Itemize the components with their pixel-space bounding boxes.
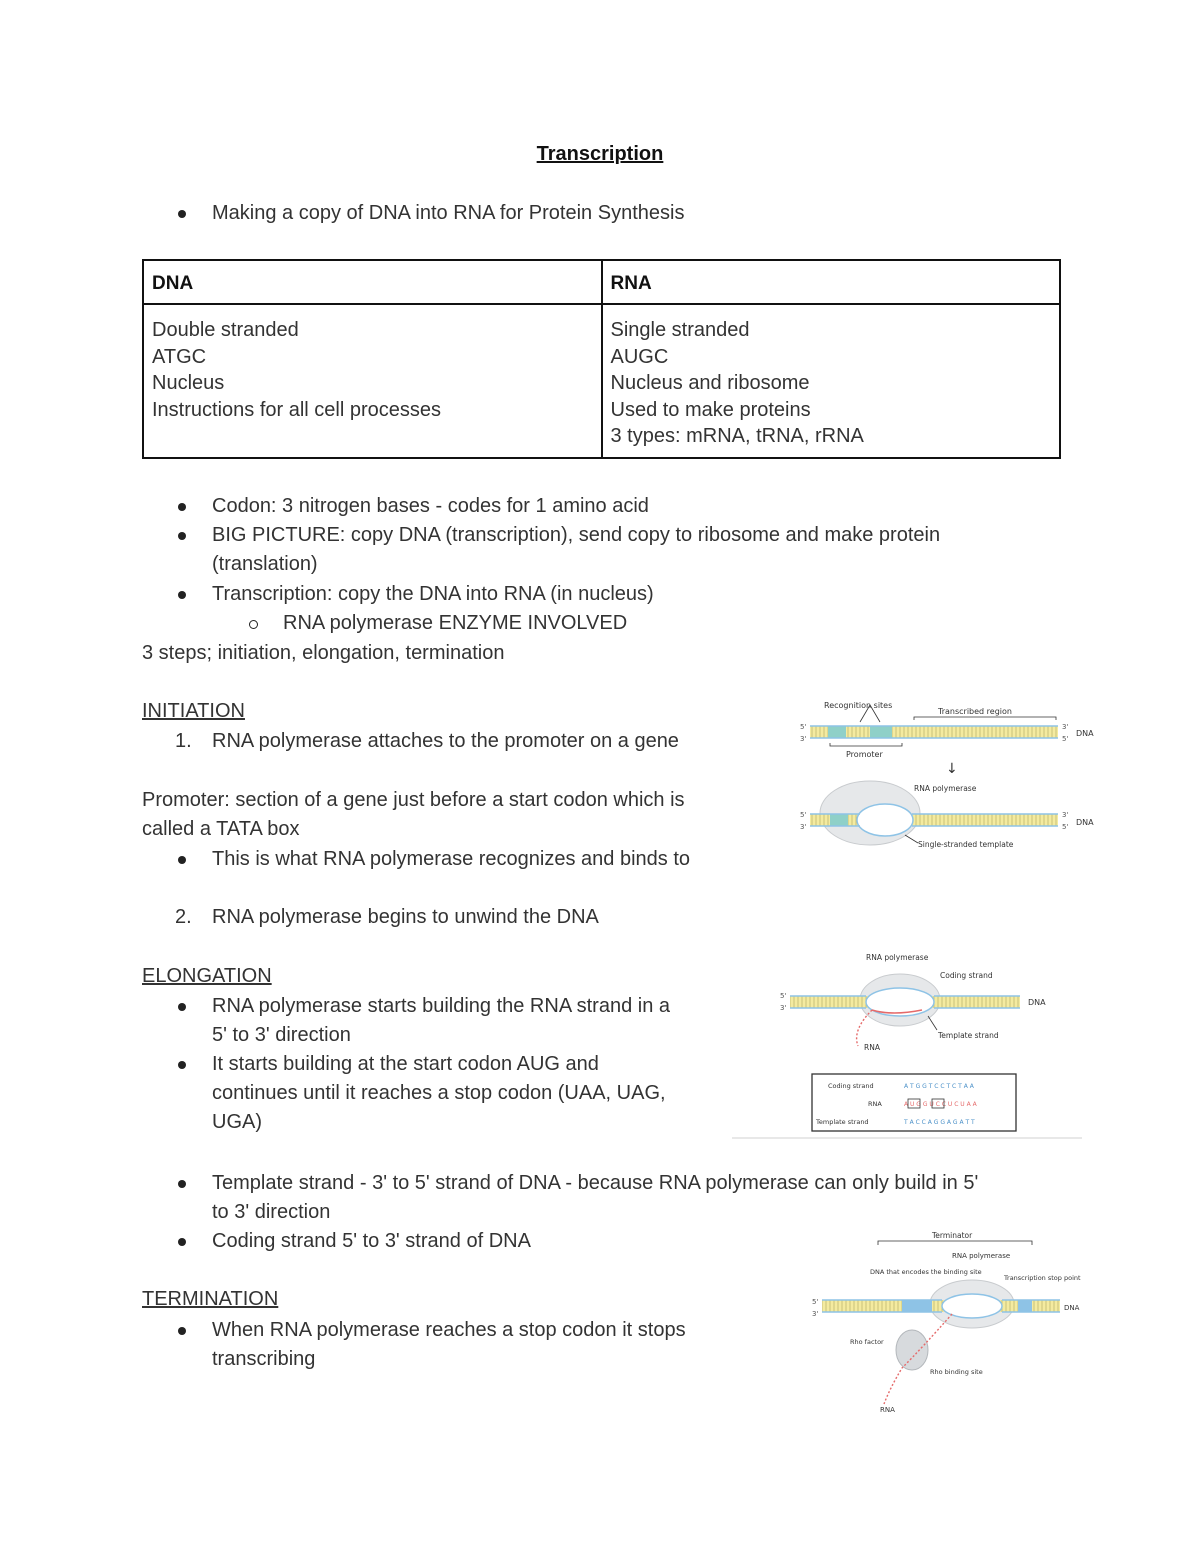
elongation-diagram: [732, 950, 1082, 1142]
coding-bullet: Coding strand 5' to 3' strand of DNA: [212, 1230, 531, 1252]
elongation-bullet-2-cont: UGA): [212, 1111, 262, 1133]
bullet-dot: [178, 1238, 186, 1246]
label-terminator: Terminator: [932, 1231, 973, 1240]
promoter-text: Promoter: section of a gene just before a start codon which is: [142, 789, 685, 811]
label-3prime: 3': [1062, 811, 1069, 819]
label-5prime: 5': [812, 1298, 819, 1306]
label-dna: DNA: [1076, 729, 1094, 738]
transcription-bullet: Transcription: copy the DNA into RNA (in nucleus): [212, 583, 654, 605]
bullet-dot: [178, 1180, 186, 1188]
bullet-dot: [178, 856, 186, 864]
elongation-bullet-2-cont: continues until it reaches a stop codon (UAA, UAG,: [212, 1082, 666, 1104]
big-picture-bullet: BIG PICTURE: copy DNA (transcription), send copy to ribosome and make protein: [212, 524, 941, 546]
label-5prime: 5': [1062, 735, 1069, 743]
rna-row: Single stranded: [610, 319, 750, 341]
bullet-dot: [178, 210, 186, 218]
dna-rna-table: [142, 259, 1061, 459]
page-title: Transcription: [536, 143, 664, 165]
promoter-text-cont: called a TATA box: [142, 818, 300, 840]
rna-row: AUGC: [610, 345, 669, 368]
table-header-rna: RNA: [602, 260, 1061, 304]
label-3prime: 3': [1062, 723, 1069, 731]
recognition-site-1: [828, 726, 846, 738]
box-template-label: Template strand: [816, 1118, 869, 1126]
label-dna: DNA: [1064, 1304, 1080, 1312]
bullet-dot: [178, 1327, 186, 1335]
rho-factor: [896, 1330, 928, 1370]
label-5prime: 5': [1062, 823, 1069, 831]
box-rna-label: RNA: [868, 1100, 882, 1108]
down-arrow: ↓: [946, 761, 958, 777]
termination-bullet-cont: transcribing: [212, 1348, 316, 1370]
label-3prime: 3': [800, 823, 807, 831]
label-dna: DNA: [1076, 818, 1094, 827]
label-5prime: 5': [800, 811, 807, 819]
rna-row: Used to make proteins: [610, 398, 811, 421]
label-5prime: 5': [780, 992, 787, 1000]
step-number: 2.: [175, 906, 192, 928]
enzyme-sub-bullet: RNA polymerase ENZYME INVOLVED: [283, 612, 628, 634]
label-dna-binding: DNA that encodes the binding site: [870, 1268, 982, 1276]
termination-heading: TERMINATION: [142, 1288, 279, 1310]
label-rho-factor: Rho factor: [850, 1338, 884, 1346]
template-sequence: T A C C A G G A G A T T: [904, 1119, 975, 1126]
recognition-site-2: [870, 726, 892, 738]
step-number: 1.: [175, 730, 192, 752]
label-recognition-sites: Recognition sites: [824, 701, 893, 710]
label-template-strand: Template strand: [938, 1031, 999, 1040]
dna-row: ATGC: [152, 345, 207, 368]
template-bullet: Template strand - 3' to 5' strand of DNA - because RNA polymerase can only build in 5': [212, 1172, 979, 1194]
label-coding-strand: Coding strand: [940, 971, 993, 980]
box-coding-label: Coding strand: [828, 1082, 874, 1090]
label-rna-polymerase: RNA polymerase: [866, 953, 929, 962]
label-promoter: Promoter: [846, 750, 883, 759]
label-rna-polymerase: RNA polymerase: [914, 784, 977, 793]
binding-site: [902, 1300, 932, 1312]
label-dna: DNA: [1028, 998, 1046, 1007]
bullet-dot: [178, 532, 186, 540]
stop-point-box: [1018, 1300, 1032, 1312]
elongation-heading: ELONGATION: [142, 965, 272, 987]
dna-row: Double stranded: [152, 319, 299, 341]
bullet-dot: [178, 1003, 186, 1011]
intro-bullet: Making a copy of DNA into RNA for Protein Synthesis: [212, 202, 685, 224]
initiation-diagram: [790, 695, 1110, 855]
table-cell-dna: [143, 304, 602, 458]
coding-sequence: A T G G T C C T C T A A: [904, 1083, 974, 1090]
template-bullet-cont: to 3' direction: [212, 1201, 331, 1223]
table-cell-rna: [602, 304, 1061, 458]
label-5prime: 5': [800, 723, 807, 731]
elongation-bullet-2: It starts building at the start codon AUG and: [212, 1053, 599, 1075]
label-transcribed-region: Transcribed region: [938, 707, 1012, 716]
termination-diagram: [812, 1228, 1092, 1418]
label-rna: RNA: [864, 1043, 880, 1052]
steps-line: 3 steps; initiation, elongation, termination: [142, 642, 505, 664]
termination-bullet: When RNA polymerase reaches a stop codon it stops: [212, 1319, 686, 1341]
rna-row: Nucleus and ribosome: [610, 372, 810, 394]
bullet-dot: [178, 503, 186, 511]
label-3prime: 3': [812, 1310, 819, 1318]
initiation-heading: INITIATION: [142, 700, 245, 722]
label-single-template: Single-stranded template: [918, 840, 1014, 849]
dna-row: Instructions for all cell processes: [152, 398, 442, 421]
sub-bullet-circle: [249, 620, 258, 629]
elongation-bullet-1: RNA polymerase starts building the RNA strand in a: [212, 995, 670, 1017]
recognize-bullet: This is what RNA polymerase recognizes and binds to: [212, 848, 691, 870]
elongation-bullet-1-cont: 5' to 3' direction: [212, 1024, 351, 1046]
label-rna: RNA: [880, 1406, 895, 1414]
bullet-dot: [178, 1061, 186, 1069]
initiation-step-1: RNA polymerase attaches to the promoter on a gene: [212, 730, 679, 752]
bullet-dot: [178, 591, 186, 599]
dna-strand-top: [810, 726, 1058, 738]
label-rho-site: Rho binding site: [930, 1368, 983, 1376]
initiation-step-2: RNA polymerase begins to unwind the DNA: [212, 906, 599, 928]
label-3prime: 3': [800, 735, 807, 743]
label-3prime: 3': [780, 1004, 787, 1012]
label-rna-polymerase: RNA polymerase: [952, 1252, 1011, 1260]
rna-row: 3 types: mRNA, tRNA, rRNA: [610, 425, 864, 447]
rna-sequence: A U G G U C C U C U A A: [904, 1101, 977, 1108]
big-picture-bullet-cont: (translation): [212, 553, 318, 575]
label-stop-point: Transcription stop point: [1004, 1274, 1081, 1282]
codon-bullet: Codon: 3 nitrogen bases - codes for 1 amino acid: [212, 495, 649, 517]
dna-row: Nucleus: [152, 372, 225, 394]
table-header-dna: DNA: [143, 260, 602, 304]
